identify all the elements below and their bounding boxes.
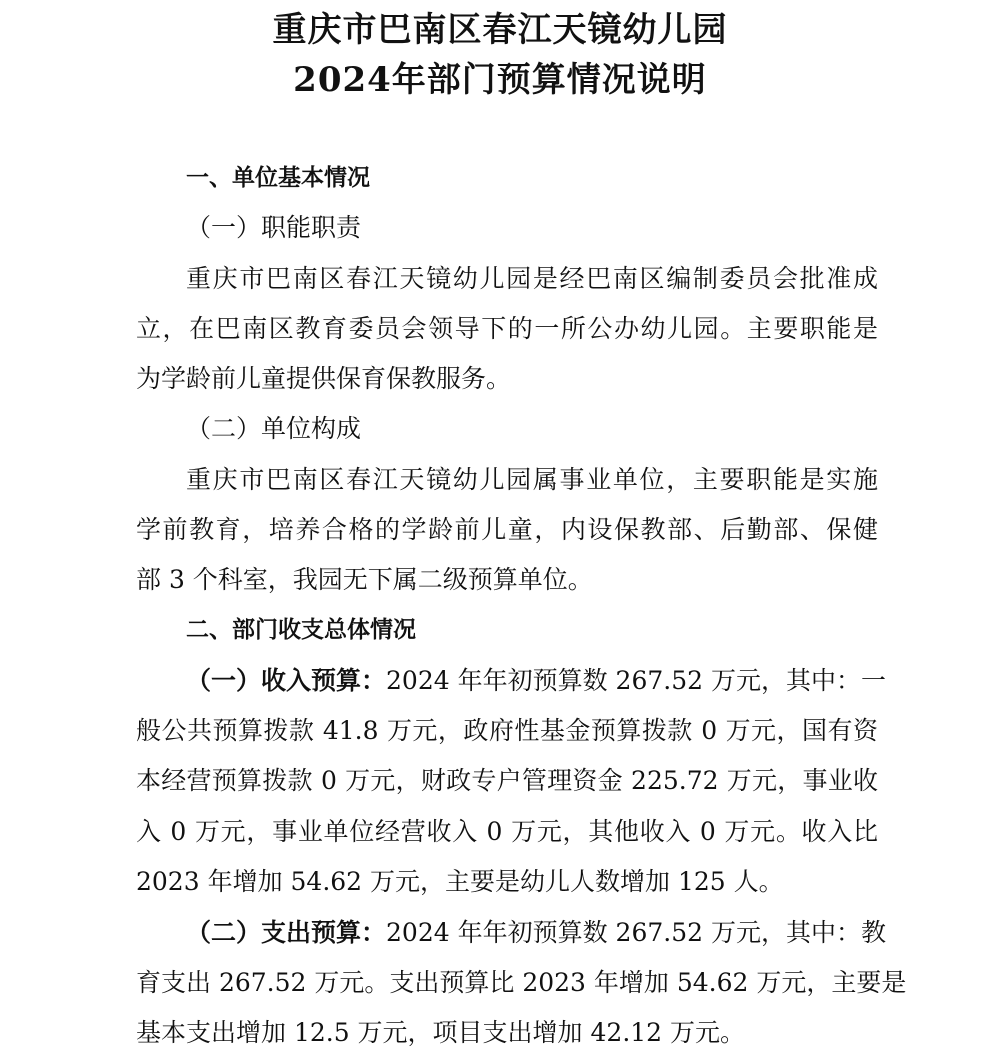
document-title-line1: 重庆市巴南区春江天镜幼儿园 [272, 10, 728, 50]
sub2-heading: （二）单位构成 [186, 414, 362, 443]
sub2-line-2: 学前教育，培养合格的学龄前儿童，内设保教部、后勤部、保健 [136, 515, 878, 544]
income-line-4: 入 0 万元，事业单位经营收入 0 万元，其他收入 0 万元。收入比 [136, 817, 878, 846]
sub1-heading: （一）职能职责 [186, 213, 362, 242]
income-line-2: 般公共预算拨款 41.8 万元，政府性基金预算拨款 0 万元，国有资 [136, 716, 878, 745]
income-line-1 [186, 666, 886, 696]
income-label: （一）收入预算： [186, 666, 387, 695]
expense-line-2: 育支出 267.52 万元。支出预算比 2023 年增加 54.62 万元，主要是 [136, 968, 907, 997]
section2-heading: 二、部门收支总体情况 [186, 617, 416, 643]
expense-label: （二）支出预算： [186, 918, 387, 947]
expense-line-3: 基本支出增加 12.5 万元，项目支出增加 42.12 万元。 [136, 1018, 746, 1047]
sub1-line-2: 立，在巴南区教育委员会领导下的一所公办幼儿园。主要职能是 [136, 314, 878, 343]
income-line-1-rest: 2024 年年初预算数 267.52 万元，其中：一 [386, 666, 886, 695]
section1-heading: 一、单位基本情况 [186, 165, 370, 191]
document-title-line2: 2024年部门预算情况说明 [293, 60, 707, 100]
expense-line-1-rest: 2024 年年初预算数 267.52 万元，其中：教 [386, 918, 886, 947]
expense-line-1 [186, 918, 886, 948]
sub2-line-3: 部 3 个科室，我园无下属二级预算单位。 [136, 565, 593, 594]
sub2-line-1: 重庆市巴南区春江天镜幼儿园属事业单位，主要职能是实施 [186, 465, 878, 494]
income-line-3: 本经营预算拨款 0 万元，财政专户管理资金 225.72 万元，事业收 [136, 766, 878, 795]
sub1-line-1: 重庆市巴南区春江天镜幼儿园是经巴南区编制委员会批准成 [186, 264, 878, 293]
income-line-5: 2023 年增加 54.62 万元，主要是幼儿人数增加 125 人。 [136, 867, 784, 896]
sub1-line-3: 为学龄前儿童提供保育保教服务。 [136, 364, 512, 393]
